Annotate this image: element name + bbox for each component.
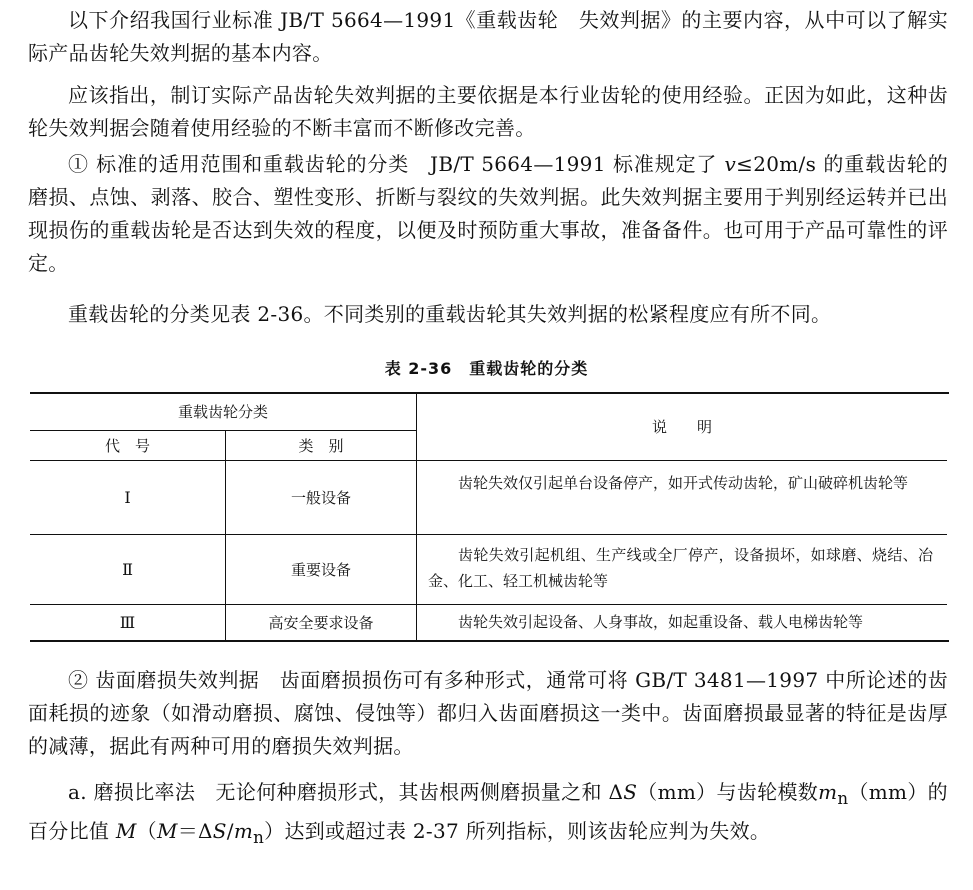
symbol-m: m	[233, 819, 254, 843]
symbol-s: S	[623, 780, 638, 804]
paragraph-scope	[28, 148, 948, 280]
column-header-description: 说 明	[651, 418, 712, 436]
paragraph-basis: 应该指出，制订实际产品齿轮失效判据的主要依据是本行业齿轮的使用经验。正因为如此，这种齿轮失效判据会随着使用经验的不断丰富而不断修改完善。	[28, 83, 948, 140]
group-header: 重载齿轮分类	[177, 403, 268, 421]
subscript-n: n	[837, 789, 849, 808]
classification-table	[30, 392, 949, 642]
row-description: 齿轮失效引起设备、人身事故，如起重设备、载人电梯齿轮等	[458, 613, 864, 631]
column-header-code: 代 号	[104, 436, 150, 455]
ratio-text: ）达到或超过表 2-37 所列指标，则该齿轮应判为失效。	[264, 819, 771, 843]
paragraph-intro: 以下介绍我国行业标准 JB/T 5664—1991《重载齿轮 失效判据》的主要内容，从中可以了解实际产品齿轮失效判据的基本内容。	[28, 8, 948, 65]
ratio-text: a. 磨损比率法 无论何种磨损形式，其齿根两侧磨损量之和 Δ	[68, 780, 624, 804]
row-category: 高安全要求设备	[268, 613, 374, 632]
ratio-text: /	[226, 819, 234, 843]
subscript-n: n	[253, 828, 265, 847]
row-category: 重要设备	[290, 560, 351, 579]
row-description: 齿轮失效引起机组、生产线或全厂停产，设备损坏，如球磨、烧结、冶金、化工、轻工机械齿轮等	[428, 546, 933, 590]
scope-rest: ≤20m/s 的重载齿轮的磨损、点蚀、剥落、胶合、塑性变形、折断与裂纹的失效判据。此失效判据主要用于判别经运转并已出现损伤的重载齿轮是否达到失效的程度，以便及时预防重大事故，准备备件。也可用于产品可靠性的评定。	[28, 152, 949, 275]
row-category: 一般设备	[290, 488, 351, 507]
ratio-text: （mm）的百分比值	[28, 780, 948, 843]
scope-lead: ① 标准的适用范围和重载齿轮的分类 JB/T 5664—1991 标准规定了	[68, 152, 725, 176]
ratio-text: （	[136, 819, 157, 843]
velocity-symbol: v	[724, 152, 737, 176]
symbol-m-upper: M	[115, 819, 137, 843]
row-description: 齿轮失效仅引起单台设备停产，如开式传动齿轮，矿山破碎机齿轮等	[458, 474, 909, 492]
symbol-m: m	[818, 780, 838, 804]
symbol-m-upper: M	[156, 819, 178, 843]
ratio-text: （mm）与齿轮模数	[637, 780, 819, 804]
row-code: Ⅱ	[122, 559, 133, 579]
paragraph-classification: 重载齿轮的分类见表 2-36。不同类别的重载齿轮其失效判据的松紧程度应有所不同。	[68, 302, 832, 326]
paragraph-wear-ratio	[28, 776, 948, 854]
paragraph-wear-criteria: ② 齿面磨损失效判据 齿面磨损损伤可有多种形式，通常可将 GB/T 3481—1997 中所论述的齿面耗损的迹象（如滑动磨损、腐蚀、侵蚀等）都归入齿面磨损这一类中。齿面磨损最显著的特征是齿厚的减薄，据此有两种可用的磨损失效判据。	[28, 668, 948, 758]
table-caption: 表 2-36 重载齿轮的分类	[384, 359, 589, 378]
symbol-s: S	[212, 819, 227, 843]
column-header-category: 类 别	[298, 436, 344, 455]
row-code: Ⅲ	[119, 612, 136, 632]
ratio-text: ＝Δ	[177, 819, 213, 843]
row-code: Ⅰ	[124, 487, 131, 507]
